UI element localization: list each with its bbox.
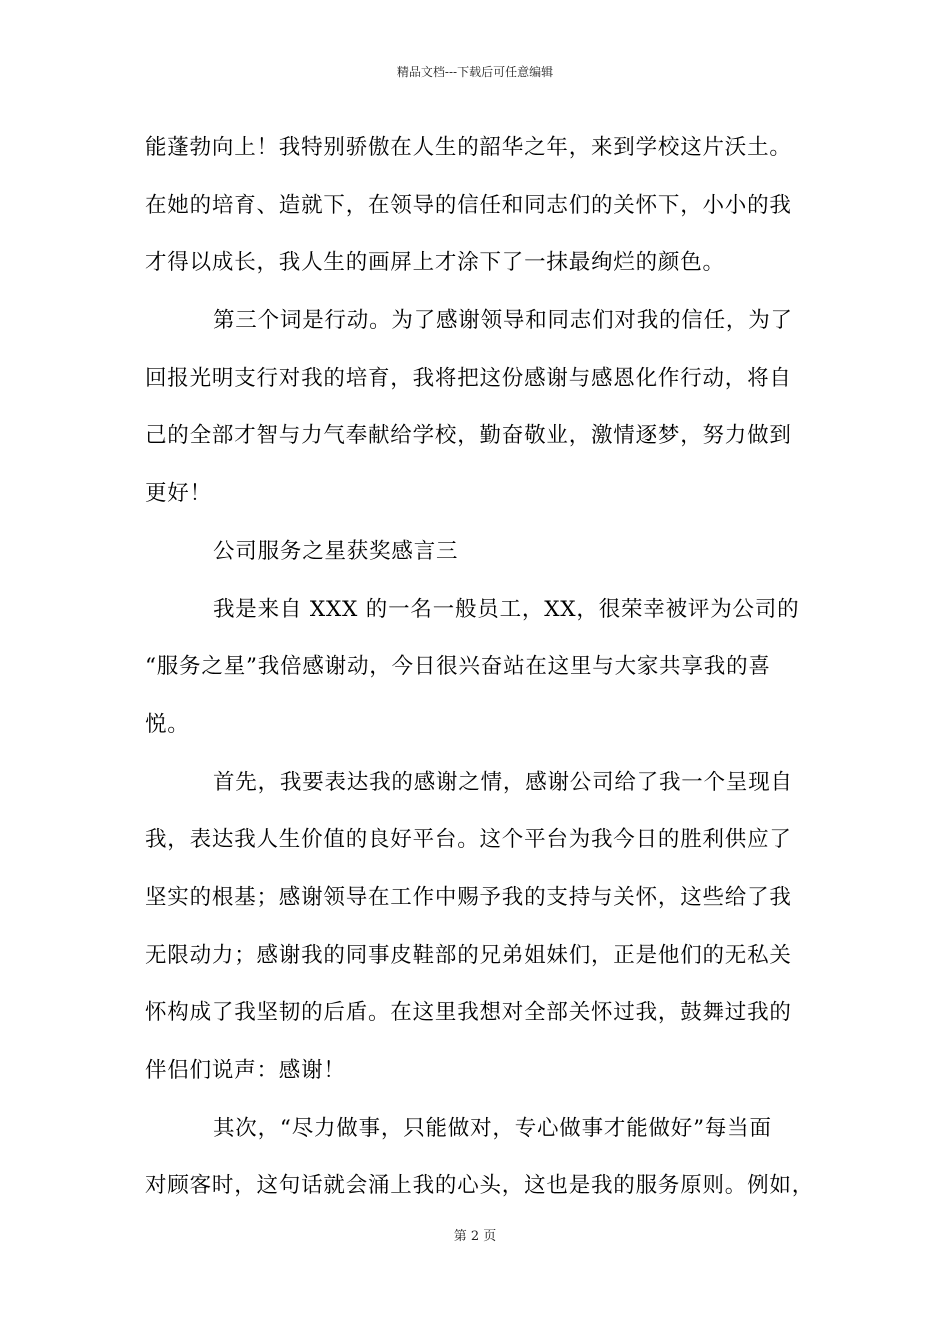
page-header: 精品文档---下载后可任意编辑: [396, 65, 554, 79]
text-line: 首先，我要表达我的感谢之情，感谢公司给了我一个呈现自: [213, 769, 793, 795]
text-line: 更好！: [145, 481, 212, 507]
text-line: 回报光明支行对我的培育，我将把这份感谢与感恩化作行动，将自: [145, 365, 792, 391]
text-line: 我是来自 XXX 的一名一般员工，XX，很荣幸被评为公司的: [213, 596, 800, 622]
text-line: 其次，“尽力做事，只能做对，专心做事才能做好”每当面: [213, 1115, 772, 1141]
text-line: 坚实的根基；感谢领导在工作中赐予我的支持与关怀，这些给了我: [145, 884, 792, 910]
section-heading: 公司服务之星获奖感言三: [213, 538, 459, 564]
text-line: 在她的培育、造就下，在领导的信任和同志们的关怀下，小小的我: [145, 192, 792, 218]
text-line: 对顾客时，这句话就会涌上我的心头，这也是我的服务原则。例如，: [145, 1173, 815, 1199]
text-line: 第三个词是行动。为了感谢领导和同志们对我的信任，为了: [213, 308, 793, 334]
text-line: 伴侣们说声：感谢！: [145, 1058, 346, 1083]
text-line: 己的全部才智与力气奉献给学校，勤奋敬业，激情逐梦，努力做到: [145, 423, 792, 449]
text-line: 才得以成长，我人生的画屏上才涂下了一抹最绚烂的颜色。: [145, 250, 725, 276]
text-line: 我，表达我人生价值的良好平台。这个平台为我今日的胜利供应了: [145, 827, 792, 853]
text-line: 能蓬勃向上！我特别骄傲在人生的韶华之年，来到学校这片沃土。: [145, 135, 792, 160]
page-number: 第 2 页: [453, 1229, 497, 1244]
text-line: 悦。: [145, 711, 190, 737]
document-body: [145, 128, 815, 1224]
text-line: “服务之星”我倍感谢动，今日很兴奋站在这里与大家共享我的喜: [145, 654, 771, 680]
text-line: 无限动力；感谢我的同事皮鞋部的兄弟姐妹们，正是他们的无私关: [145, 942, 792, 968]
text-line: 怀构成了我坚韧的后盾。在这里我想对全部关怀过我，鼓舞过我的: [145, 1000, 792, 1026]
